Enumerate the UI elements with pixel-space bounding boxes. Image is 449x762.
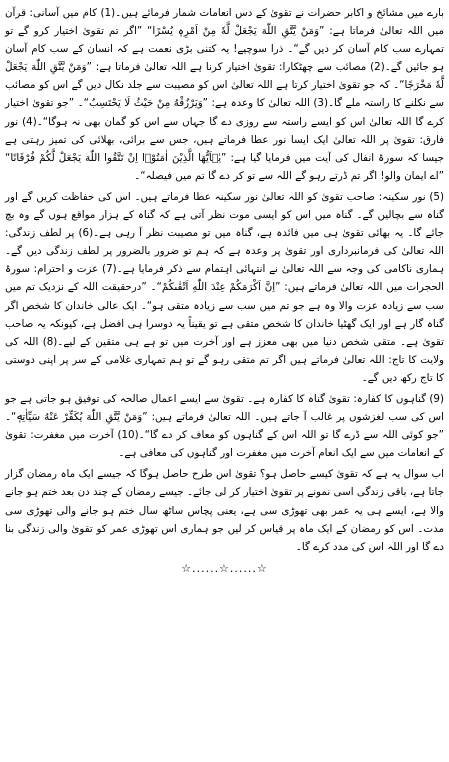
paragraph-how-to-attain-taqwa: اب سوال یہ ہے کہ تقویٰ کیسے حاصل ہو؟ تقویٰ اس طرح حاصل ہوگا کہ جیسے ایک ماہ رمضان گزار جاتا ہے، باقی زندگی اسی نمونے پر تقویٰ اختیار کر لی جائے۔ جیسے رمضان کے چند دن بعد ختم ہو جانے والا ہے، ایسے ہی یہ عمر بھی تھوڑی سی ہے، یعنی پچاس ساٹھ سال ختم ہو جانے والی تھوڑی سی مدت۔ اس کو رمضان کے ایک ماہ پر قیاس کر لیں جو ہماری اس تھوڑی عمر کو تقویٰ والی زندگی بنا دے گا اور اللہ اس کی مدد کرے گا۔ bbox=[5, 468, 444, 553]
paragraph-rewards-9-to-10: (9) گناہوں کا کفارہ: تقویٰ گناہ کا کفارہ ہے۔ تقویٰ سے ایسے اعمال صالحہ کی توفیق ہو جاتی ہے جو اس کی سب لغزشوں پر غالب آ جاتے ہیں۔ اللہ تعالیٰ فرماتے ہیں: ”وَمَنْ یَّتَّقِ اللّٰهَ یُكَفِّرْ عَنْهُ سَیِّاٰتِهٖ“۔ ”جو کوئی اللہ سے ڈرے گا تو اللہ اس کے گناہوں کو معاف کر دے گا“۔(10) آخرت میں مغفرت: تقویٰ کے انعامات میں سے ایک انعام آخرت میں مغفرت اور گناہوں کی معافی ہے۔ bbox=[5, 392, 444, 460]
paragraph-rewards-1-to-4: بارے میں مشائخ و اکابر حضرات نے تقویٰ کے دس انعامات شمار فرمائے ہیں۔(1) کام میں آسانی: قرآن میں اللہ تعالیٰ فرماتا ہے: ”وَمَنْ یَّتَّقِ اللّٰهَ یَجْعَلْ لَّهٗ مِنْ اَمْرِهٖ یُسْرًا“ ”اگر تم تقویٰ اختیار کرو گے تو تمہارے سب کام آسان کر دیں گے“۔ ذرا سوچیے! یہ کتنی بڑی نعمت ہے کہ انسان کے سب کام آسان ہو جائیں گے۔(2) مصائب سے چھٹکارا: تقویٰ اختیار کرنا ہے اللہ تعالیٰ فرماتا ہے: ”وَمَنْ یَّتَّقِ اللّٰهَ یَجْعَلْ لَّهٗ مَخْرَجًا“۔ کہ جو تقویٰ اختیار کرتا ہے اللہ تعالیٰ اس کو مصیبت سے جلد نکال دیں گے اس کو مصائب سے نکلنے کا راستہ ملے گا۔(3) اللہ تعالیٰ کا وعدہ ہے: ”وَیَرْزُقْهُ مِنْ حَیْثُ لَا یَحْتَسِبُ“۔ ”جو تقویٰ اختیار کرے گا اللہ تعالیٰ اس کو ایسے راستہ سے روزی دے گا جہاں سے اس کو گمان بھی نہ ہوگا“۔(4) نور فارق: تقویٰ پر اللہ تعالیٰ ایک ایسا نور عطا فرماتے ہیں، جس سے برائی، بھلائی کی تمیز رہتی ہے جیسا کہ سورۃ انفال کی آیت میں فرمایا گیا ہے: ”یٰۤاَیُّهَا الَّذِیْنَ اٰمَنُوْۤا اِنْ تَتَّقُوا اللّٰهَ یَجْعَلْ لَّكُمْ فُرْقَانًا“ ”اے ایمان والو! اگر تم ڈرتے رہو گے اللہ سے تو کر دے گا تم میں فیصلہ“۔ bbox=[5, 7, 445, 182]
star-divider: ☆......☆......☆ bbox=[181, 561, 268, 575]
paragraph-rewards-5-to-8: (5) نور سکینہ: صاحب تقویٰ کو اللہ تعالیٰ نور سکینہ عطا فرماتے ہیں۔ اس کی حفاظت کریں گے اور گناہ سے بچالیں گے۔ گناہ میں اس کو ایسی موت نظر آتی ہے کہ گناہ کے ہزار مواقع ہوں گے وہ بچ جائے گا۔ یہ بھائی تقویٰ ہی میں فائدہ ہے، گناہ میں تو مصیبت نظر آ رہی ہے۔(6) پر لطف زندگی: اللہ تعالیٰ کی فرمانبرداری اور تقویٰ پر وعدہ ہے کہ ہم تو ضرور بالضرور پر لطف زندگی دیں گے۔ ہماری ناکامی کی وجہ سے اللہ تعالیٰ نے انتہائی اہتمام سے ذکر فرمایا ہے۔(7) عزت و احترام: سورۃ الحجرات میں اللہ تعالیٰ فرماتے ہیں: ”اِنَّ اَكْرَمَكُمْ عِنْدَ اللّٰهِ اَتْقٰىكُمْ“۔ ”درحقیقت اللہ کے نزدیک تم میں سب سے زیادہ عزت والا وہ ہے جو تم میں سب سے زیادہ متقی ہو“۔ ایک عالی خاندان کا شخص اگر گناہ گار ہے اور ایک گھٹیا خاندان کا شخص متقی ہے تو یقیناً یہ دوسرا ہی افضل ہے، کیونکہ یہ صاحب تقویٰ ہے۔ متقی شخص دنیا میں بھی معزز ہے اور آخرت میں تو ہے ہی متقین کے لیے۔(8) اللہ کی ولایت کا تاج: اللہ تعالیٰ فرماتے ہیں اگر تم متقی رہو گے تو ہم تمہاری غلامی کے سر پر اپنی دوستی کا تاج رکھ دیں گے۔ bbox=[5, 190, 444, 384]
